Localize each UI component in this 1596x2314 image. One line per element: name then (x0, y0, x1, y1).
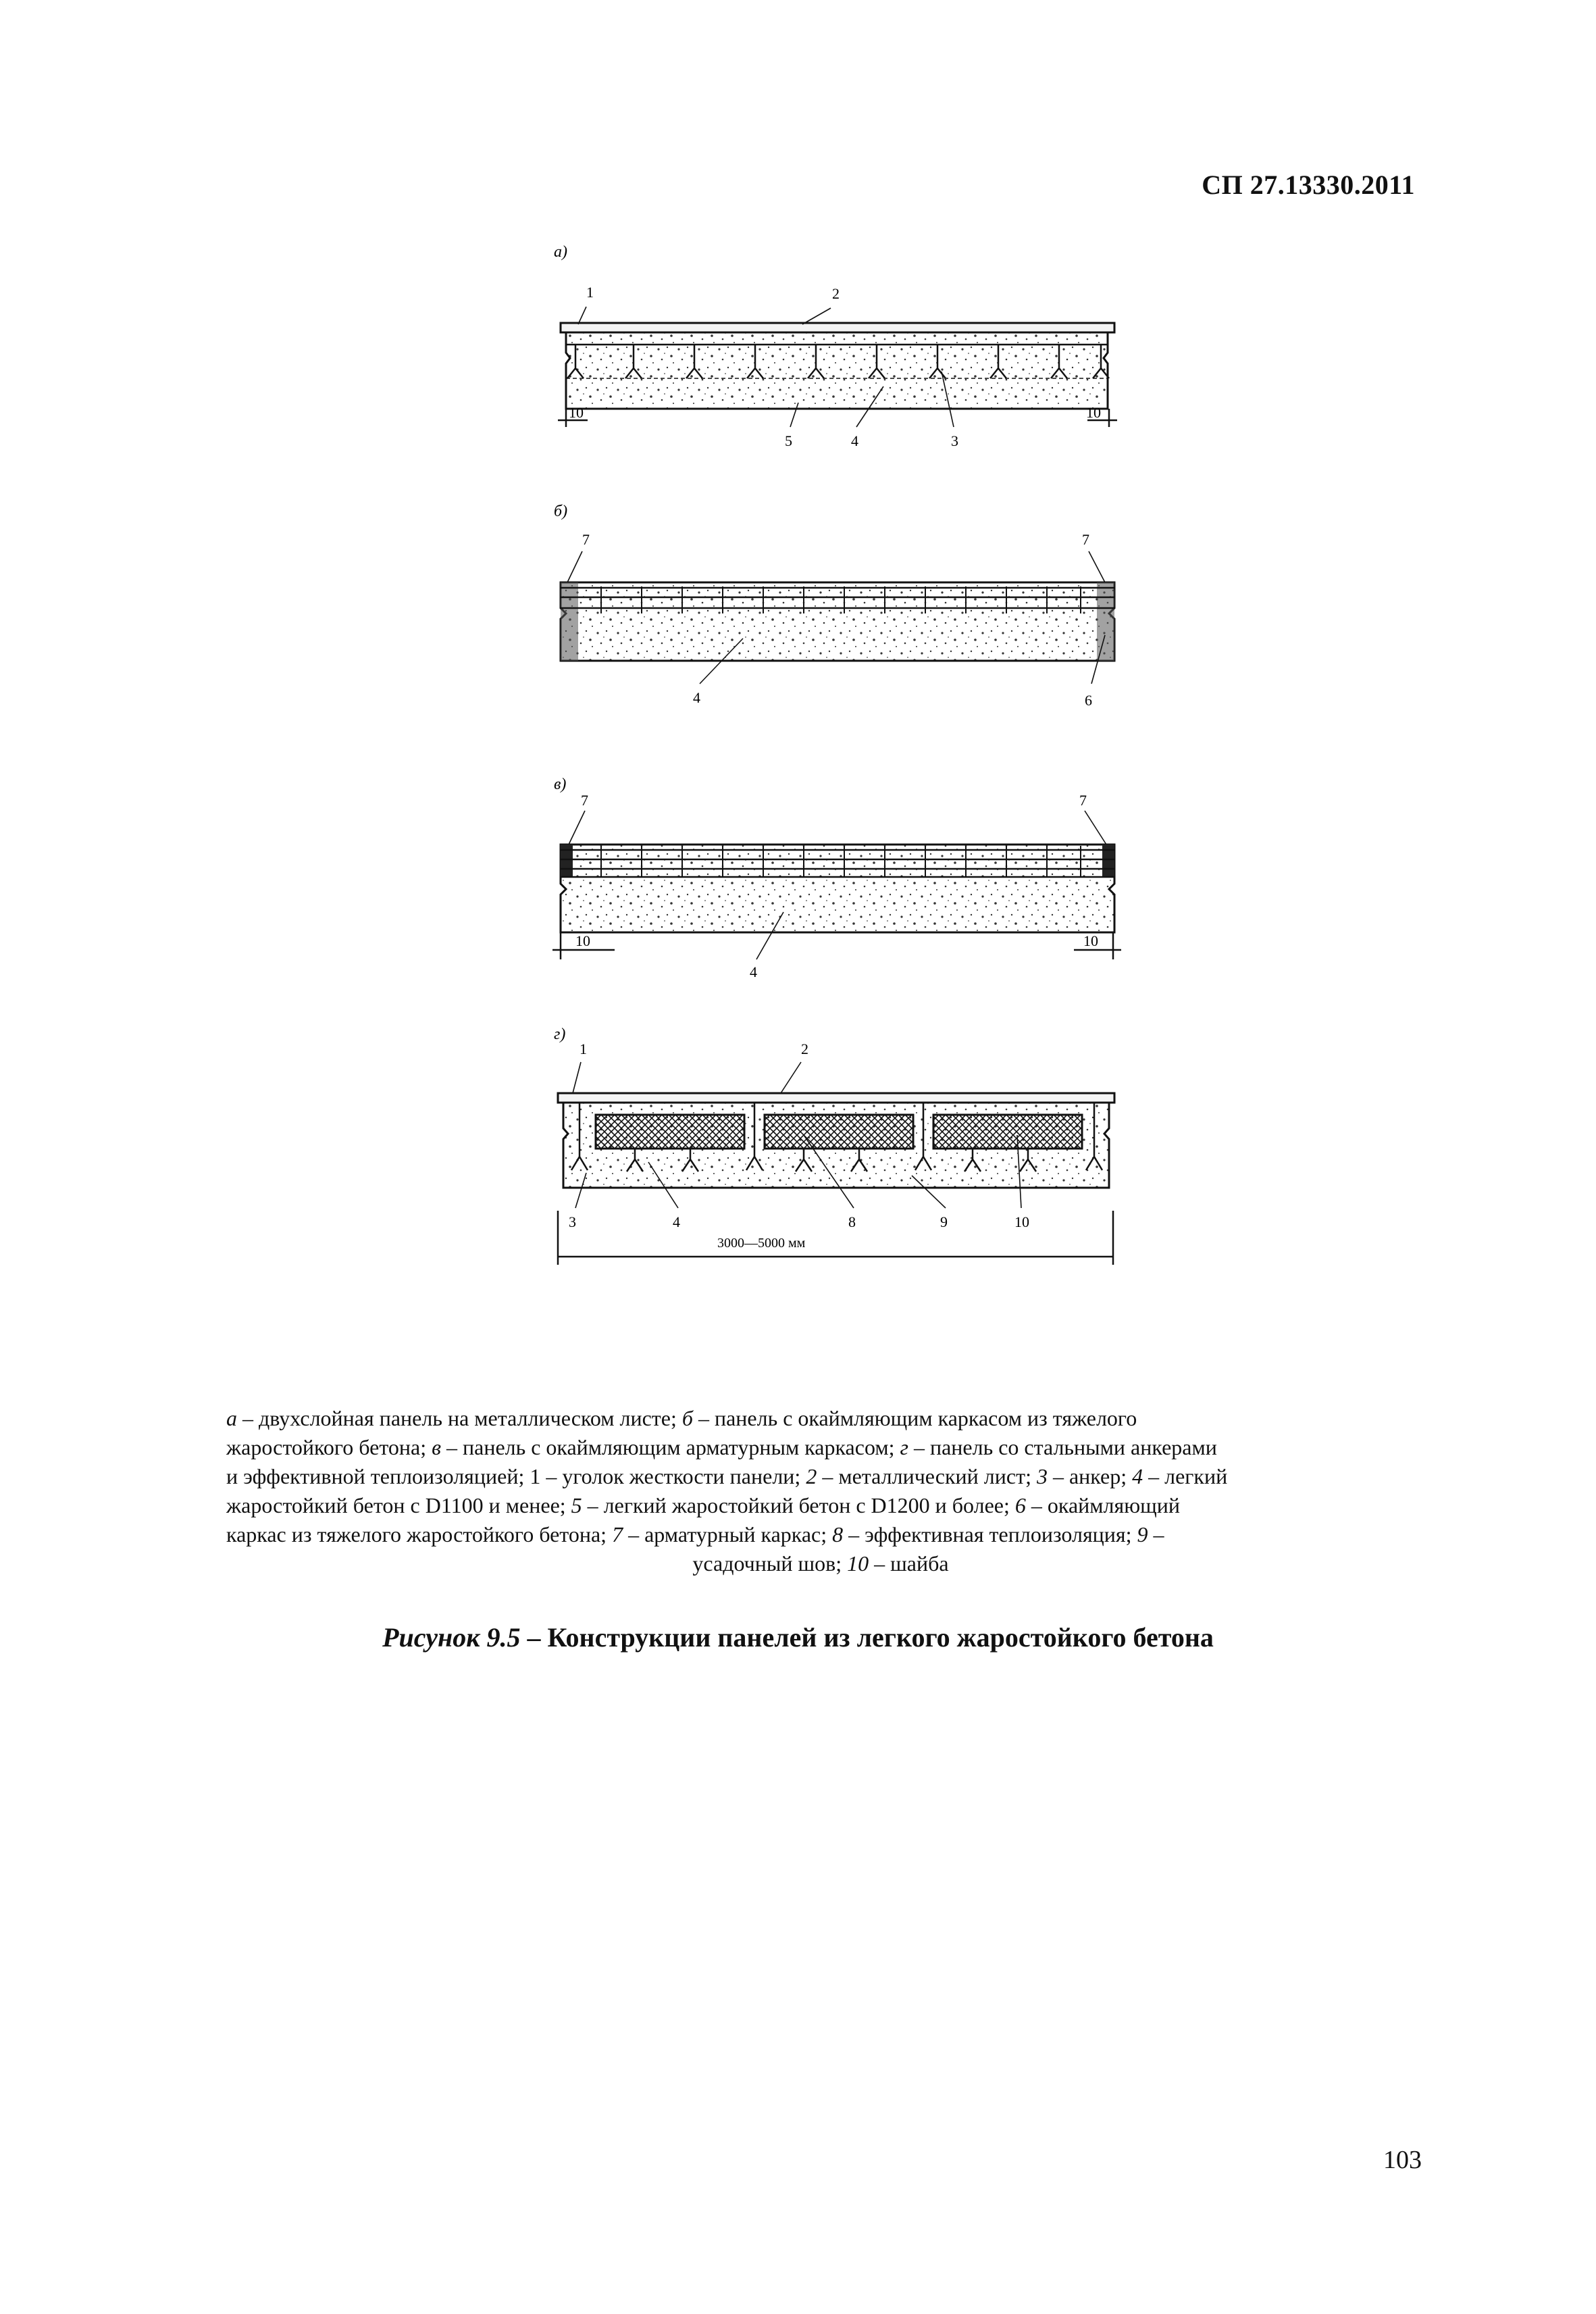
panel-a-callout-10-right: 10 (1086, 404, 1101, 421)
legend-text: – (1148, 1522, 1164, 1546)
panel-v-callout-4: 4 (750, 963, 757, 980)
panel-g-callout-1: 1 (580, 1040, 587, 1057)
legend-text: – легкий (1143, 1464, 1228, 1488)
figure-number: Рисунок 9.5 (382, 1622, 521, 1653)
legend-key: 4 (1132, 1464, 1143, 1488)
panel-g-dimension: 3000—5000 мм (717, 1236, 806, 1251)
legend-text: каркас из тяжелого жаростойкого бетона; (226, 1522, 613, 1546)
legend-key: в (432, 1435, 441, 1459)
panel-g-callout-4: 4 (673, 1213, 680, 1230)
legend-line (226, 1491, 1415, 1520)
legend-line (226, 1433, 1415, 1462)
panel-a-callout-2: 2 (832, 285, 840, 302)
legend-line (226, 1462, 1415, 1491)
panel-g (554, 1026, 1114, 1265)
panel-v-callout-10-right: 10 (1083, 932, 1098, 949)
panel-a (554, 243, 1117, 449)
legend-key: а (226, 1406, 237, 1430)
panel-v-label: в) (554, 776, 567, 793)
legend-text: – легкий жаростойкий бетон с D1200 и более; (582, 1493, 1015, 1517)
panel-g-callout-8: 8 (848, 1213, 856, 1230)
legend-text: – двухслойная панель на металлическом листе; (237, 1406, 682, 1430)
legend-text: – панель с окаймляющим арматурным каркасом; (440, 1435, 900, 1459)
legend-line (226, 1520, 1415, 1549)
legend-key: б (681, 1406, 693, 1430)
legend-text: – металлический лист; (817, 1464, 1037, 1488)
legend-key: 9 (1137, 1522, 1148, 1546)
panel-v (552, 776, 1121, 980)
panel-g-callout-2: 2 (801, 1040, 808, 1057)
legend-key: 3 (1036, 1464, 1048, 1488)
legend-key: г (900, 1435, 908, 1459)
panel-a-label: а) (554, 243, 567, 261)
legend-key: 7 (612, 1522, 623, 1546)
panel-b-label: б) (554, 503, 568, 520)
figure-legend (226, 1404, 1415, 1578)
legend-text: – арматурный каркас; (623, 1522, 833, 1546)
panel-a-callout-4: 4 (851, 432, 858, 449)
panel-g-callout-3: 3 (569, 1213, 576, 1230)
legend-text: – эффективная теплоизоляция; (843, 1522, 1137, 1546)
legend-line (226, 1404, 1415, 1433)
legend-text: – окаймляющий (1025, 1493, 1180, 1517)
legend-line (226, 1549, 1415, 1578)
figure-title-text: – Конструкции панелей из легкого жаростойкого бетона (520, 1622, 1214, 1653)
panel-b-callout-7-left: 7 (582, 531, 590, 548)
legend-text: – анкер; (1047, 1464, 1133, 1488)
document-code: СП 27.13330.2011 (1202, 170, 1415, 200)
legend-text: усадочный шов; (692, 1551, 848, 1576)
figure-title (0, 1621, 1596, 1653)
panel-v-callout-7-left: 7 (581, 792, 588, 809)
panel-b-callout-4: 4 (693, 689, 700, 706)
panel-g-label: г) (554, 1026, 566, 1043)
legend-key: 5 (571, 1493, 582, 1517)
panel-a-callout-10-left: 10 (569, 404, 584, 421)
legend-text: – панель со стальными анкерами (908, 1435, 1217, 1459)
panel-g-callout-10: 10 (1014, 1213, 1029, 1230)
panel-v-callout-7-right: 7 (1079, 792, 1087, 809)
legend-key: 8 (832, 1522, 844, 1546)
legend-key: 6 (1014, 1493, 1026, 1517)
panel-a-callout-1: 1 (586, 284, 594, 301)
panel-g-callout-9: 9 (940, 1213, 948, 1230)
figure-panels (534, 243, 1141, 1338)
panel-b-callout-6: 6 (1085, 692, 1092, 709)
legend-text: – шайба (869, 1551, 949, 1576)
panel-a-callout-3: 3 (951, 432, 958, 449)
legend-text: – панель с окаймляющим каркасом из тяжелого (692, 1406, 1137, 1430)
legend-text: жаростойкого бетона; (226, 1435, 432, 1459)
panel-a-callout-5: 5 (785, 432, 792, 449)
page-number: 103 (1383, 2146, 1422, 2174)
legend-key: 10 (847, 1551, 869, 1576)
panel-b (554, 503, 1114, 709)
legend-key: 2 (806, 1464, 817, 1488)
panel-v-callout-10-left: 10 (575, 932, 590, 949)
legend-text: и эффективной теплоизоляцией; 1 – уголок жесткости панели; (226, 1464, 806, 1488)
legend-text: жаростойкий бетон с D1100 и менее; (226, 1493, 571, 1517)
panels-drawing (534, 243, 1141, 1338)
panel-b-callout-7-right: 7 (1082, 531, 1089, 548)
